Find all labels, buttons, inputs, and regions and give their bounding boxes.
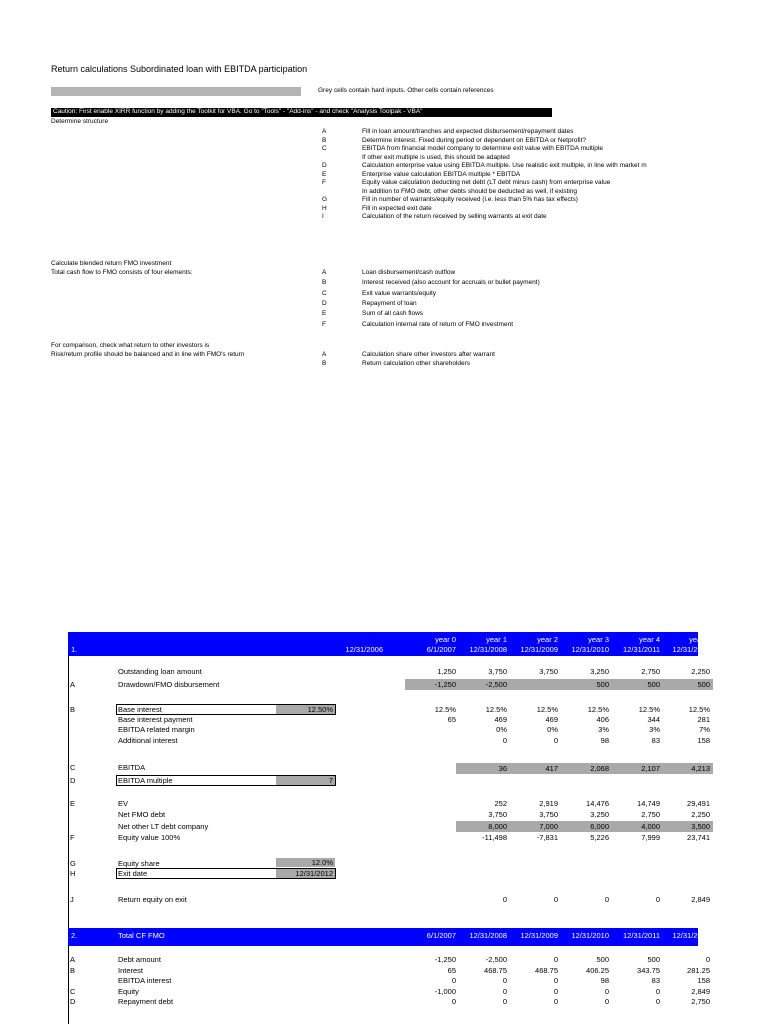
row-label: EBITDA multiple <box>118 776 173 785</box>
table-cell: 2,750 <box>691 997 710 1006</box>
step-text: Return calculation other shareholders <box>362 360 471 367</box>
step-text: If other exit multiple is used, this should be adapted <box>362 153 510 161</box>
table-cell: 29,491 <box>687 799 710 808</box>
table-left-border <box>68 656 69 1024</box>
table-cell: 4,213 <box>691 764 710 773</box>
step-letter: D <box>322 162 327 169</box>
table-cell: -1,250 <box>434 680 456 689</box>
table1-number: 1. <box>71 645 78 654</box>
table-cell: 0 <box>502 736 507 745</box>
step-letter: B <box>322 360 327 367</box>
table-cell: -1,000 <box>434 986 456 996</box>
row-label: Interest <box>118 965 144 975</box>
date-header: 12/31/2012 <box>672 645 710 654</box>
table-cell: 3,750 <box>488 810 507 819</box>
table-cell: 500 <box>697 680 710 689</box>
step-letter: B <box>322 279 327 287</box>
table-cell: 500 <box>596 955 609 964</box>
date-header: 12/31/2012 <box>672 931 710 940</box>
table-cell: 6,000 <box>590 822 609 831</box>
step-letter: F <box>322 179 326 186</box>
row-label: Equity value 100% <box>118 833 181 842</box>
row-letter: A <box>70 955 76 964</box>
row-label: Net other LT debt company <box>118 822 209 831</box>
step-text: In addition to FMO debt, other debts should be deducted as well, if existing <box>362 187 577 195</box>
table-cell: 469 <box>494 715 507 724</box>
table-cell: 2,068 <box>590 764 609 773</box>
step-letter: G <box>322 196 328 203</box>
table-cell: 0 <box>502 997 507 1006</box>
table-cell: 4,000 <box>641 822 660 831</box>
table-cell: 23,741 <box>687 833 710 842</box>
row-letter: B <box>70 965 76 975</box>
step-text: Sum of all cash flows <box>362 310 424 318</box>
step-letter: I <box>322 213 324 220</box>
table-cell: 0 <box>553 955 558 964</box>
date-header: 12/31/2009 <box>520 645 558 654</box>
table-cell: 2,849 <box>691 895 710 904</box>
table-cell: 2,750 <box>641 810 660 819</box>
table-cell: 2,849 <box>691 986 710 996</box>
table-cell: 8,000 <box>488 822 507 831</box>
step-text: Calculation share other investors after warrant <box>362 351 495 358</box>
table-cell: 3,750 <box>539 667 558 676</box>
row-letter: B <box>70 705 76 714</box>
table-cell: 0 <box>655 997 660 1006</box>
table-cell: 1,250 <box>437 667 456 676</box>
date-header: 12/31/2008 <box>469 931 507 940</box>
row-label: EBITDA related margin <box>118 725 195 734</box>
table-cell: 3,500 <box>691 822 710 831</box>
row-letter: G <box>70 859 76 868</box>
input-value: 7 <box>328 776 333 785</box>
table-cell: 0 <box>655 895 660 904</box>
table-cell: 468.75 <box>535 965 558 975</box>
year-header: year 2 <box>537 635 558 644</box>
table-cell: 12.5% <box>434 705 456 714</box>
row-letter: H <box>70 869 76 878</box>
table-cell: 12.5% <box>536 705 558 714</box>
table-cell: 83 <box>651 976 660 985</box>
step-letter: B <box>322 136 327 144</box>
table-cell: 0 <box>553 736 558 745</box>
table-cell: 5,226 <box>590 833 609 842</box>
caution-banner <box>51 108 552 117</box>
table-cell: 0 <box>451 997 456 1006</box>
table-cell: 98 <box>600 976 609 985</box>
table-cell: -1,250 <box>434 955 456 964</box>
date-header: 6/1/2007 <box>426 645 456 654</box>
table2-header <box>68 928 710 946</box>
step-letter: H <box>322 204 327 212</box>
year-header: year 1 <box>486 635 507 644</box>
row-label: Drawdown/FMO disbursement <box>118 680 220 689</box>
table-cell: -2,500 <box>485 955 507 964</box>
table-cell: 3% <box>649 725 660 734</box>
step-letter: A <box>322 269 327 276</box>
row-label: EBITDA <box>118 763 146 772</box>
table-cell: 281.25 <box>687 965 710 975</box>
step-text: Fill in expected exit date <box>362 204 432 212</box>
table-cell: 14,749 <box>637 799 660 808</box>
table-cell: 2,750 <box>641 667 660 676</box>
row-label: Exit date <box>118 869 148 878</box>
row-label: Debt amount <box>118 955 161 964</box>
section2-heading-2: Total cash flow to FMO consists of four elements: <box>51 269 193 276</box>
row-letter: C <box>70 986 76 996</box>
table-cell: 343.75 <box>637 965 660 975</box>
table-cell: 417 <box>545 764 558 773</box>
step-text: Exit value warrants/equity <box>362 289 437 297</box>
section1-heading: Determine structure <box>51 118 109 125</box>
table-cell: 3,250 <box>590 810 609 819</box>
legend-note: Grey cells contain hard inputs. Other cells contain references <box>318 87 494 94</box>
step-text: Repayment of loan <box>362 299 417 307</box>
row-letter: C <box>70 763 76 772</box>
step-text: Calculation enterprise value using EBITDA multiple. Use realistic exit multiple, in line with market m <box>362 162 647 169</box>
table-cell: 12.5% <box>638 705 660 714</box>
row-letter: D <box>70 776 76 785</box>
table-cell: 7,999 <box>641 833 660 842</box>
row-label: Repayment debt <box>118 997 174 1006</box>
year-header: year 4 <box>639 635 660 644</box>
year-header: year 0 <box>435 635 456 644</box>
row-letter: E <box>70 799 76 808</box>
table2-title: Total CF FMO <box>118 931 165 940</box>
row-letter: D <box>70 997 76 1006</box>
table-cell: 12.5% <box>688 705 710 714</box>
table-cell: 0 <box>553 895 558 904</box>
table-cell: 0% <box>496 725 507 734</box>
table1-header <box>68 632 710 656</box>
table-cell: 0 <box>553 976 558 985</box>
table-cell: 3,250 <box>590 667 609 676</box>
table-cell: 12.5% <box>587 705 609 714</box>
table-cell: 65 <box>447 715 456 724</box>
input-value: 12/31/2012 <box>295 869 333 878</box>
step-letter: A <box>322 128 327 135</box>
step-text: Loan disbursement/cash outflow <box>362 269 456 276</box>
section2-heading-1: Calculate blended return FMO investment <box>51 260 172 267</box>
table-cell: 7,000 <box>539 822 558 831</box>
table-cell: 2,919 <box>539 799 558 808</box>
table-cell: 3,750 <box>488 667 507 676</box>
input-value: 12.0% <box>311 858 333 867</box>
table1-start-date: 12/31/2006 <box>345 645 383 654</box>
input-value: 12.50% <box>307 705 333 714</box>
step-text: Calculation of the return received by selling warrants at exit date <box>362 213 547 220</box>
step-text: Fill in loan amount/tranches and expected disbursement/repayment dates <box>362 128 574 135</box>
table-cell: 344 <box>647 715 660 724</box>
date-header: 6/1/2007 <box>426 931 456 940</box>
table-cell: 0 <box>604 997 609 1006</box>
table-cell: 14,476 <box>586 799 609 808</box>
row-letter: A <box>70 680 76 689</box>
step-letter: C <box>322 289 327 297</box>
row-label: EBITDA interest <box>118 976 172 985</box>
table-cell: 0 <box>553 986 558 996</box>
step-letter: C <box>322 145 327 152</box>
step-text: Equity value calculation deducting net debt (LT debt minus cash) from enterprise value <box>362 179 611 186</box>
table-cell: 500 <box>647 680 660 689</box>
date-header: 12/31/2008 <box>469 645 507 654</box>
row-label: Return equity on exit <box>118 895 187 904</box>
row-letter: F <box>70 833 75 842</box>
table-cell: 281 <box>697 715 710 724</box>
table-cell: 0 <box>655 986 660 996</box>
step-text: Calculation internal rate of return of FMO investment <box>362 320 514 328</box>
year-header: year 3 <box>588 635 609 644</box>
table-cell: 3% <box>598 725 609 734</box>
table-cell: 2,250 <box>691 810 710 819</box>
table-cell: 468.75 <box>484 965 507 975</box>
table-cell: 3,750 <box>539 810 558 819</box>
table-cell: 0 <box>451 976 456 985</box>
table-cell: 36 <box>498 764 507 773</box>
table-cell: 0 <box>502 895 507 904</box>
table-cell: 0 <box>705 955 710 964</box>
table-cell: 2,107 <box>641 764 660 773</box>
step-letter: E <box>322 170 327 178</box>
table-cell: -2,500 <box>485 680 507 689</box>
step-letter: D <box>322 299 327 307</box>
date-header: 12/31/2011 <box>623 931 660 940</box>
step-text: EBITDA from financial model company to determine exit value with EBITDA multiple <box>362 145 603 152</box>
row-label: Base interest payment <box>118 715 193 724</box>
table-cell: 158 <box>697 736 710 745</box>
table-cell: 2,250 <box>691 667 710 676</box>
grey-legend-swatch <box>51 87 301 96</box>
row-letter: J <box>70 895 74 904</box>
step-text: Enterprise value calculation EBITDA multiple * EBITDA <box>362 170 521 178</box>
step-text: Fill in number of warrants/equity received (i.e. less than 5% has tax effects) <box>362 196 578 203</box>
table-cell: 406 <box>596 715 609 724</box>
table-cell: 469 <box>545 715 558 724</box>
table-cell: 0 <box>502 976 507 985</box>
table-cell: 0 <box>604 986 609 996</box>
row-label: EV <box>118 799 129 808</box>
table-cell: -7,831 <box>536 833 558 842</box>
table-cell: 12.5% <box>485 705 507 714</box>
date-header: 12/31/2010 <box>571 645 609 654</box>
row-label: Equity share <box>118 859 160 868</box>
table-cell: 0% <box>547 725 558 734</box>
table-cell: 98 <box>600 736 609 745</box>
step-letter: F <box>322 320 326 328</box>
step-letter: A <box>322 351 327 358</box>
table-cell: 0 <box>604 895 609 904</box>
table-cell: 406.25 <box>586 965 609 975</box>
step-text: Determine interest. Fixed during period or dependent on EBITDA or Netprofit? <box>362 136 587 144</box>
row-label: Outstanding loan amount <box>118 667 202 676</box>
row-label: Equity <box>118 986 139 996</box>
table-cell: 83 <box>651 736 660 745</box>
row-label: Net FMO debt <box>118 810 166 819</box>
step-text: Interest received (also account for accruals or bullet payment) <box>362 279 540 287</box>
table-cell: 7% <box>699 725 710 734</box>
table-cell: 252 <box>494 799 507 808</box>
date-header: 12/31/2011 <box>623 645 660 654</box>
table-cell: 65 <box>447 965 456 975</box>
year-header: year 5 <box>689 635 710 644</box>
table-cell: 500 <box>647 955 660 964</box>
table-cell: 158 <box>697 976 710 985</box>
table2-number: 2. <box>71 931 78 940</box>
table-cell: 500 <box>596 680 609 689</box>
section3-heading-1: For comparison, check what return to other investors is <box>51 342 210 349</box>
table-cell: 0 <box>502 986 507 996</box>
row-label: Base interest <box>118 705 162 714</box>
date-header: 12/31/2009 <box>520 931 558 940</box>
date-header: 12/31/2010 <box>571 931 609 940</box>
caution-text: Caution: First enable XIRR function by adding the Toolkit for VBA. Go to "Tools" - "Add-ins" - and check "Analysis Toolpak - VBA" <box>53 108 423 115</box>
table-cell: 0 <box>553 997 558 1006</box>
section3-heading-2: Risk/return profile should be balanced and in line with FMO's return <box>51 351 245 358</box>
step-letter: E <box>322 310 327 318</box>
table-cell: -11,498 <box>482 833 507 842</box>
row-label: Additional interest <box>118 736 178 745</box>
page-title: Return calculations Subordinated loan with EBITDA participation <box>51 64 308 74</box>
